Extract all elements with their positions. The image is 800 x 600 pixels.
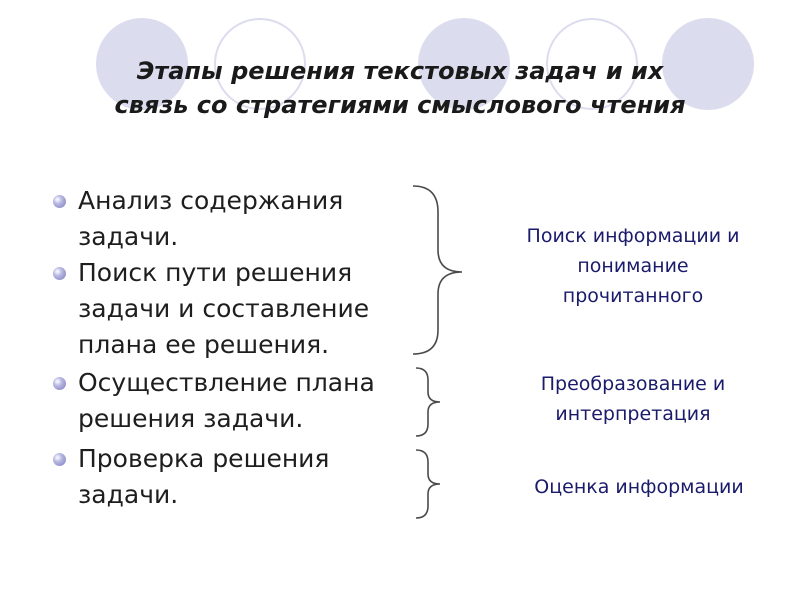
step-text: задачи. xyxy=(78,222,179,251)
strategy-text: интерпретация xyxy=(555,403,711,425)
brace-icon xyxy=(416,450,440,518)
brace-icon xyxy=(413,186,462,354)
slide-title-line: связь со стратегиями смыслового чтения xyxy=(114,91,686,119)
strategy-label xyxy=(488,369,778,429)
strategy-text: понимание xyxy=(577,255,689,277)
strategy-text: Оценка информации xyxy=(534,476,744,498)
brace-icon xyxy=(416,368,440,436)
step-text: плана ее решения. xyxy=(78,330,330,359)
strategy-label xyxy=(488,221,778,311)
strategy-text: прочитанного xyxy=(562,285,704,307)
step-text: решения задачи. xyxy=(78,404,304,433)
strategy-text: Поиск информации и xyxy=(526,225,740,247)
strategy-label xyxy=(494,472,784,502)
slide-title-line: Этапы решения текстовых задач и их xyxy=(136,57,664,85)
strategy-text: Преобразование и xyxy=(540,373,726,395)
step-text: Проверка решения xyxy=(78,444,330,473)
step-text: Осуществление плана xyxy=(78,368,375,397)
step-text: задачи и составление xyxy=(78,294,370,323)
step-text: задачи. xyxy=(78,480,179,509)
step-text: Анализ содержания xyxy=(78,186,344,215)
step-text: Поиск пути решения xyxy=(78,258,353,287)
